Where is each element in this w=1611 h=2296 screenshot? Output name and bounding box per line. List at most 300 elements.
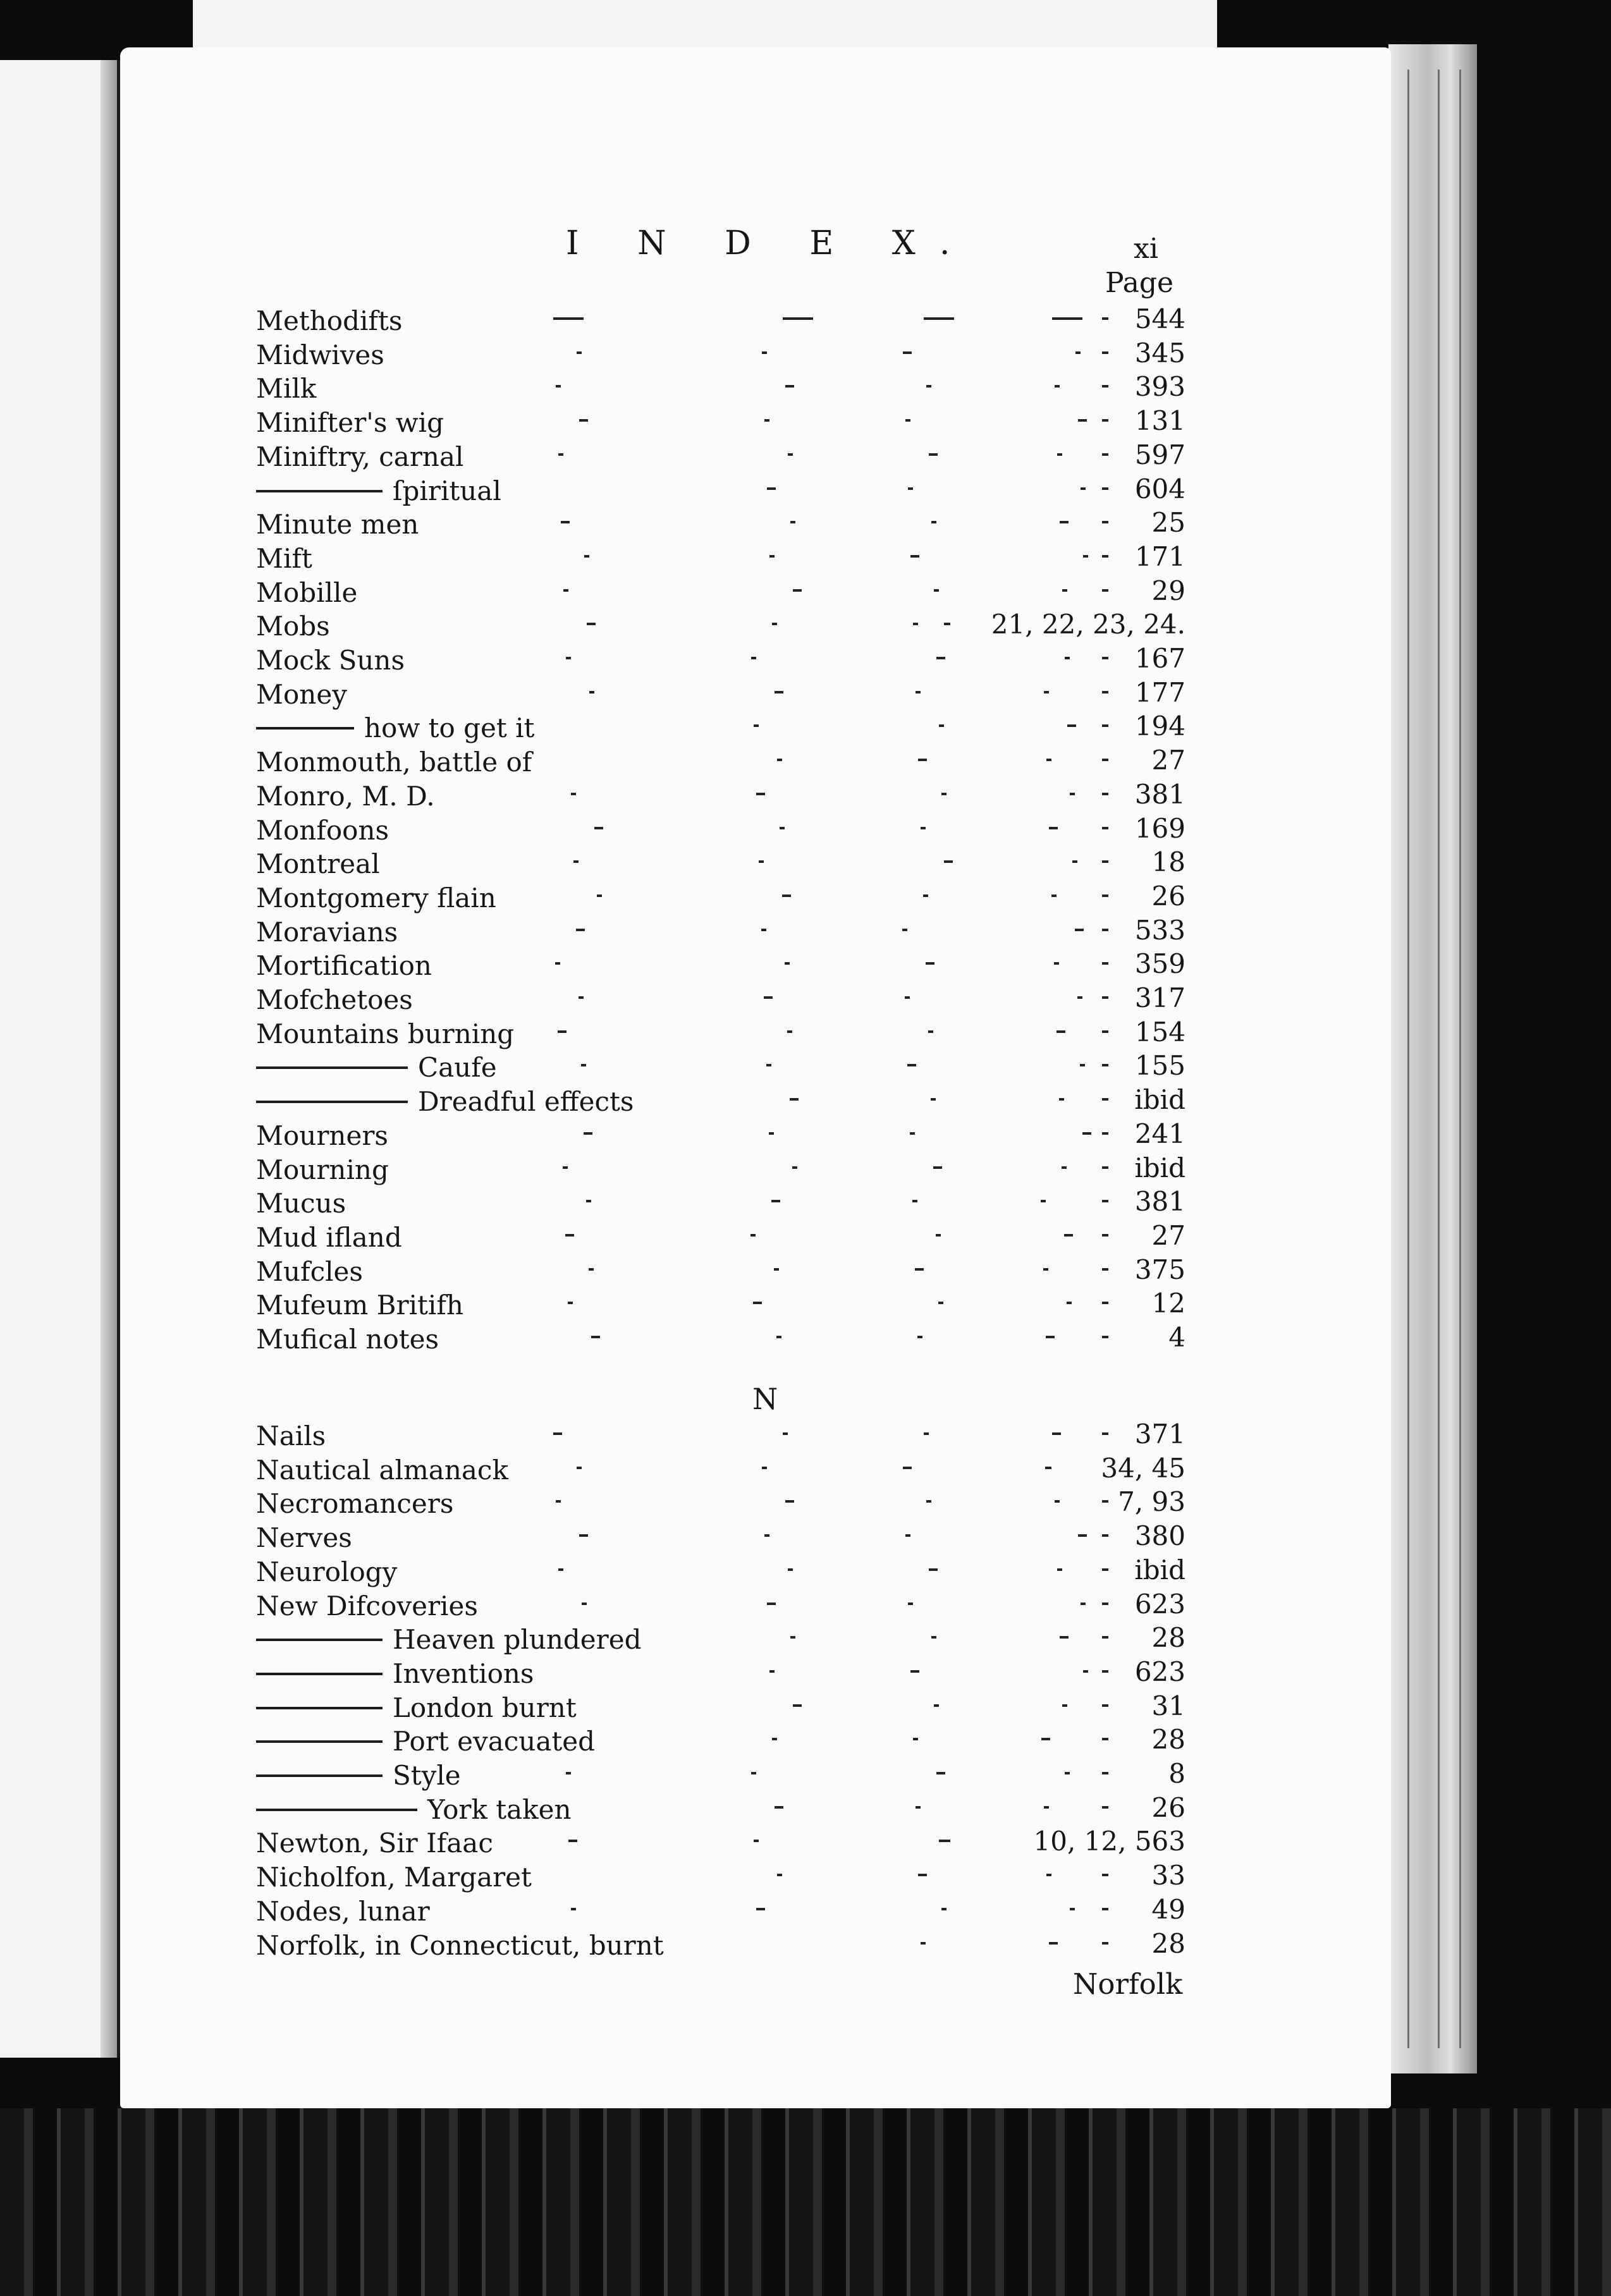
entry-term: Mock Suns xyxy=(256,645,405,676)
leader-dash xyxy=(944,860,953,863)
index-entry xyxy=(256,1893,1185,1927)
leader-dash xyxy=(556,385,561,388)
leader-dash xyxy=(790,521,795,523)
entry-pages: 155 xyxy=(1134,1050,1185,1082)
entry-term: Mortification xyxy=(256,950,432,982)
entry-term: Mufeum Britifh xyxy=(256,1290,463,1321)
entry-term: Monro, M. D. xyxy=(256,780,435,812)
leader-dash xyxy=(597,895,602,897)
leader-dash xyxy=(910,1670,919,1673)
entry-pages: 27 xyxy=(1151,745,1185,776)
leader-dash xyxy=(1062,1166,1067,1169)
entry-term: Mift xyxy=(256,542,312,574)
entry-term: Heaven plundered xyxy=(393,1624,642,1656)
leader-dash xyxy=(1102,657,1108,659)
index-entry xyxy=(256,913,1185,948)
leader-dash xyxy=(944,623,950,625)
entry-pages: 623 xyxy=(1134,1656,1185,1687)
leader-dash xyxy=(903,351,912,354)
entry-pages: 317 xyxy=(1134,982,1185,1013)
entry-term: New Difcoveries xyxy=(256,1590,478,1621)
leader-dash xyxy=(790,1636,795,1639)
page-folio: xi xyxy=(1134,233,1158,265)
leader-dash xyxy=(1060,521,1069,523)
leader-dash xyxy=(776,1336,781,1338)
leader-dash xyxy=(1046,759,1051,761)
leader-dash xyxy=(903,1467,912,1469)
leader-dash xyxy=(1054,962,1059,965)
entry-pages: ibid xyxy=(1134,1152,1185,1183)
leader-dash xyxy=(1102,351,1108,354)
leader-dash xyxy=(553,1432,562,1435)
leader-dash xyxy=(555,962,560,965)
entry-pages: 177 xyxy=(1134,676,1185,708)
index-entry xyxy=(256,812,1185,846)
leader-dash xyxy=(1055,385,1060,388)
entry-term: Nodes, lunar xyxy=(256,1895,430,1927)
leader-dash xyxy=(1102,1704,1108,1707)
leader-dash xyxy=(1070,1908,1075,1910)
index-entry xyxy=(256,1723,1185,1757)
leader-dash xyxy=(1102,419,1108,422)
entry-term: Nautical almanack xyxy=(256,1454,508,1486)
leader-dash xyxy=(782,895,791,897)
index-entry xyxy=(256,540,1185,574)
leader-dash xyxy=(923,895,928,897)
leader-dash xyxy=(1075,929,1084,931)
index-entry xyxy=(256,608,1185,642)
leader-dash xyxy=(1078,419,1087,422)
leader-dash xyxy=(1046,1336,1055,1338)
leader-dash xyxy=(1049,827,1058,829)
entry-pages: 533 xyxy=(1134,914,1185,946)
ditto-rule xyxy=(256,1066,408,1069)
leader-dash xyxy=(905,419,910,422)
index-entry xyxy=(256,472,1185,506)
leader-dash xyxy=(1102,1064,1108,1066)
leader-dash xyxy=(1102,759,1108,761)
leader-dash xyxy=(1102,1806,1108,1809)
leader-dash xyxy=(774,1268,779,1271)
leader-dash xyxy=(785,962,790,965)
leader-dash xyxy=(563,589,568,592)
leader-dash xyxy=(931,521,936,523)
leader-dash xyxy=(750,1234,756,1237)
leader-dash xyxy=(902,929,907,931)
leader-dash xyxy=(934,1704,939,1707)
entry-pages: ibid xyxy=(1134,1554,1185,1585)
entry-term: Mufical notes xyxy=(256,1324,439,1355)
leader-dash xyxy=(769,1132,774,1135)
entry-pages: 49 xyxy=(1151,1893,1185,1925)
leader-dash xyxy=(1072,860,1077,863)
leader-dash xyxy=(936,657,945,659)
leader-dash xyxy=(556,1500,561,1503)
leader-dash xyxy=(762,351,767,354)
entry-term: how to get it xyxy=(364,712,535,744)
leader-dash xyxy=(1102,962,1108,965)
leader-dash xyxy=(1102,724,1108,727)
ditto-rule xyxy=(256,490,383,492)
leader-dash xyxy=(584,1132,592,1135)
leader-dash xyxy=(936,1772,945,1774)
leader-dash xyxy=(775,1806,783,1809)
entry-pages: 28 xyxy=(1151,1622,1185,1654)
leader-dash xyxy=(1102,860,1108,863)
index-entry xyxy=(256,1927,1185,1961)
leader-dash xyxy=(1102,1432,1108,1435)
leader-dash xyxy=(910,1132,915,1135)
leader-dash xyxy=(753,1302,762,1304)
leader-dash xyxy=(913,1738,918,1740)
leader-dash xyxy=(581,1064,586,1066)
leader-dash xyxy=(1102,453,1108,456)
index-entry xyxy=(256,1185,1185,1219)
leader-dash xyxy=(1102,1636,1108,1639)
leader-dash xyxy=(908,1603,913,1605)
leader-dash xyxy=(769,555,775,558)
leader-dash xyxy=(1102,1670,1108,1673)
leader-dash xyxy=(558,1568,563,1571)
leader-dash xyxy=(775,691,783,693)
entry-term: Nails xyxy=(256,1420,326,1451)
entry-pages: 8 xyxy=(1168,1758,1185,1789)
index-entry xyxy=(256,404,1185,438)
leader-dash xyxy=(1052,317,1082,320)
entry-term: Mobs xyxy=(256,611,330,642)
index-entry xyxy=(256,676,1185,710)
leader-dash xyxy=(762,1467,767,1469)
leader-dash xyxy=(756,793,765,795)
leader-dash xyxy=(761,929,766,931)
leader-dash xyxy=(1070,793,1075,795)
leader-dash xyxy=(788,1568,793,1571)
leader-dash xyxy=(577,1467,582,1469)
leader-dash xyxy=(571,1908,576,1910)
leader-dash xyxy=(1102,895,1108,897)
index-entry xyxy=(256,1485,1185,1519)
leader-dash xyxy=(589,1268,594,1271)
entry-pages: 169 xyxy=(1134,812,1185,844)
entry-pages: 28 xyxy=(1151,1927,1185,1959)
entry-term: Money xyxy=(256,678,347,710)
leader-dash xyxy=(905,996,910,999)
leader-dash xyxy=(772,1738,777,1740)
entry-pages: 171 xyxy=(1134,540,1185,572)
leader-dash xyxy=(1044,691,1049,693)
leader-dash xyxy=(573,860,579,863)
entry-term: Mufcles xyxy=(256,1255,363,1287)
ditto-rule xyxy=(256,1639,383,1641)
index-entry xyxy=(256,1451,1185,1486)
leader-dash xyxy=(926,385,931,388)
entry-pages: 18 xyxy=(1151,846,1185,878)
leader-dash xyxy=(577,351,582,354)
index-entry xyxy=(256,506,1185,540)
leader-dash xyxy=(582,1603,587,1605)
leader-dash xyxy=(764,419,769,422)
leader-dash xyxy=(1060,1636,1069,1639)
index-entry xyxy=(256,879,1185,913)
entry-term: Moravians xyxy=(256,916,398,948)
leader-dash xyxy=(1102,1166,1108,1169)
entry-pages: 7, 93 xyxy=(1118,1486,1185,1518)
leader-dash xyxy=(587,623,596,625)
entry-pages: 167 xyxy=(1134,643,1185,674)
leader-dash xyxy=(568,1302,573,1304)
index-entry xyxy=(256,1015,1185,1049)
entry-term: Mourners xyxy=(256,1120,388,1151)
entry-term: Mountains burning xyxy=(256,1018,515,1049)
leader-dash xyxy=(766,1064,771,1066)
leader-dash xyxy=(907,1064,916,1066)
leader-dash xyxy=(1041,1200,1046,1202)
leader-dash xyxy=(1102,1568,1108,1571)
index-entry xyxy=(256,981,1185,1015)
leader-dash xyxy=(1102,1942,1108,1945)
leader-dash xyxy=(1102,317,1108,320)
leader-dash xyxy=(783,317,813,320)
leader-dash xyxy=(1057,453,1062,456)
leader-dash xyxy=(926,962,934,965)
entry-term: Necromancers xyxy=(256,1488,454,1520)
leader-dash xyxy=(1102,1772,1108,1774)
leader-dash xyxy=(918,759,927,761)
entry-pages: 26 xyxy=(1151,1792,1185,1823)
leader-dash xyxy=(1102,589,1108,592)
entry-pages: 26 xyxy=(1151,880,1185,912)
index-entry xyxy=(256,778,1185,812)
leader-dash xyxy=(1067,1302,1072,1304)
index-entry xyxy=(256,1286,1185,1321)
leader-dash xyxy=(905,1534,910,1537)
entry-pages: 381 xyxy=(1134,1186,1185,1218)
index-entry xyxy=(256,947,1185,981)
entry-pages: 27 xyxy=(1151,1219,1185,1251)
leader-dash xyxy=(1102,1874,1108,1876)
index-entry xyxy=(256,1519,1185,1553)
leader-dash xyxy=(913,623,918,625)
leader-dash xyxy=(1102,1908,1108,1910)
leader-dash xyxy=(1062,589,1067,592)
leader-dash xyxy=(1062,1704,1067,1707)
leader-dash xyxy=(1102,1234,1108,1237)
leader-dash xyxy=(1102,487,1108,490)
entry-term: Mofchetoes xyxy=(256,984,413,1015)
index-entry xyxy=(256,1621,1185,1655)
leader-dash xyxy=(767,487,776,490)
entry-pages: 359 xyxy=(1134,948,1185,980)
leader-dash xyxy=(754,1840,759,1842)
catchword: Norfolk xyxy=(1073,1967,1183,2001)
entry-term: Nicholfon, Margaret xyxy=(256,1862,532,1893)
leader-dash xyxy=(566,657,571,659)
leader-dash xyxy=(921,827,926,829)
leader-dash xyxy=(576,929,585,931)
entry-pages: 29 xyxy=(1151,575,1185,606)
entry-pages: 154 xyxy=(1134,1016,1185,1047)
leader-dash xyxy=(1065,1772,1070,1774)
leader-dash xyxy=(1102,691,1108,693)
leader-dash xyxy=(764,1534,769,1537)
leader-dash xyxy=(1051,895,1057,897)
leader-dash xyxy=(1052,1432,1061,1435)
leader-dash xyxy=(586,1200,591,1202)
index-entry xyxy=(256,1859,1185,1893)
leader-dash xyxy=(1083,1670,1088,1673)
leader-dash xyxy=(777,1874,782,1876)
index-entry xyxy=(256,1083,1185,1117)
entry-pages: 371 xyxy=(1134,1419,1185,1450)
ditto-rule xyxy=(256,1101,408,1103)
leader-dash xyxy=(589,691,594,693)
leader-dash xyxy=(1075,351,1081,354)
leader-dash xyxy=(759,860,764,863)
leader-dash xyxy=(558,453,563,456)
leader-dash xyxy=(751,1772,756,1774)
leader-dash xyxy=(1102,555,1108,558)
leader-dash xyxy=(1078,1534,1087,1537)
leader-dash xyxy=(915,1268,924,1271)
leader-dash xyxy=(929,453,938,456)
leader-dash xyxy=(1083,555,1088,558)
leader-dash xyxy=(1102,793,1108,795)
leader-dash xyxy=(934,589,939,592)
entry-term: Style xyxy=(393,1760,461,1791)
leader-dash xyxy=(1102,1336,1108,1338)
index-entry xyxy=(256,642,1185,676)
leader-dash xyxy=(924,317,954,320)
leader-dash xyxy=(1045,1467,1051,1469)
leader-dash xyxy=(771,1200,780,1202)
entry-term: Neurology xyxy=(256,1556,398,1587)
leader-dash xyxy=(579,419,588,422)
entry-term: Montgomery flain xyxy=(256,882,496,913)
leader-dash xyxy=(793,589,802,592)
entry-pages: 10, 12, 563 xyxy=(1033,1826,1185,1857)
leader-dash xyxy=(1077,996,1082,999)
leader-dash xyxy=(1102,1268,1108,1271)
index-entry xyxy=(256,1417,1185,1451)
leader-dash xyxy=(1082,1132,1091,1135)
entry-term: Mucus xyxy=(256,1188,346,1219)
index-entry xyxy=(256,743,1185,778)
leader-dash xyxy=(1102,1534,1108,1537)
leader-dash xyxy=(933,1166,942,1169)
entry-term: Mobille xyxy=(256,577,358,608)
entry-pages: 375 xyxy=(1134,1254,1185,1285)
leader-dash xyxy=(910,555,919,558)
leader-dash xyxy=(924,1432,929,1435)
entry-term: Norfolk, in Connecticut, burnt xyxy=(256,1929,664,1961)
entry-pages: 604 xyxy=(1134,473,1185,504)
leader-dash xyxy=(553,317,584,320)
index-entry xyxy=(256,1117,1185,1151)
leader-dash xyxy=(1102,521,1108,523)
leader-dash xyxy=(1041,1738,1050,1740)
index-entry xyxy=(256,709,1185,743)
index-entry xyxy=(256,1587,1185,1621)
entry-term: Mourning xyxy=(256,1154,389,1185)
page-column-label: Page xyxy=(1105,267,1174,299)
entry-term: Caufe xyxy=(418,1052,497,1084)
leader-dash xyxy=(1102,1302,1108,1304)
leader-dash xyxy=(584,555,589,558)
entry-pages: 194 xyxy=(1134,711,1185,742)
entry-term: Minute men xyxy=(256,509,419,540)
leader-dash xyxy=(1102,827,1108,829)
leader-dash xyxy=(756,1908,765,1910)
index-entry xyxy=(256,1824,1185,1859)
entry-pages: ibid xyxy=(1134,1084,1185,1116)
entry-term: Midwives xyxy=(256,339,384,370)
entry-pages: 4 xyxy=(1168,1322,1185,1353)
entry-term: Inventions xyxy=(393,1658,534,1689)
leader-dash xyxy=(751,657,756,659)
entry-term: Milk xyxy=(256,373,317,405)
leader-dash xyxy=(780,827,785,829)
ditto-rule xyxy=(256,1740,383,1743)
leader-dash xyxy=(936,1234,941,1237)
leader-dash xyxy=(772,623,777,625)
leader-dash xyxy=(921,1942,926,1945)
leader-dash xyxy=(565,1234,574,1237)
leader-dash xyxy=(1055,1500,1060,1503)
leader-dash xyxy=(792,1166,797,1169)
leader-dash xyxy=(916,691,921,693)
leader-dash xyxy=(938,1302,943,1304)
entry-term: Nerves xyxy=(256,1522,352,1554)
entry-pages: 12 xyxy=(1151,1288,1185,1319)
leader-dash xyxy=(1043,1268,1048,1271)
entry-term: York taken xyxy=(427,1793,572,1825)
ditto-rule xyxy=(256,1809,417,1811)
leader-dash xyxy=(931,1098,936,1101)
leader-dash xyxy=(787,1030,792,1033)
index-entry xyxy=(256,1553,1185,1587)
leader-dash xyxy=(939,1840,944,1842)
leader-dash xyxy=(594,827,603,829)
leader-dash xyxy=(1059,1098,1064,1101)
leader-dash xyxy=(1102,1738,1108,1740)
index-entry xyxy=(256,1253,1185,1287)
leader-dash xyxy=(1102,385,1108,388)
entry-pages: 31 xyxy=(1151,1690,1185,1721)
leader-dash xyxy=(591,1336,600,1338)
entry-pages: 25 xyxy=(1151,507,1185,539)
entry-pages: 21, 22, 23, 24. xyxy=(991,609,1185,640)
index-entry xyxy=(256,845,1185,879)
leader-dash xyxy=(1102,1200,1108,1202)
leader-dash xyxy=(917,1336,922,1338)
leader-dash xyxy=(566,1772,571,1774)
leader-dash xyxy=(941,1908,946,1910)
index-entry xyxy=(256,1321,1185,1355)
index-entry xyxy=(256,574,1185,608)
leader-dash xyxy=(769,1670,775,1673)
leader-dash xyxy=(1102,1098,1108,1101)
leader-dash xyxy=(579,1534,588,1537)
leader-dash xyxy=(1102,1132,1108,1135)
entry-pages: 544 xyxy=(1134,303,1185,334)
entry-term: ſpiritual xyxy=(393,475,501,506)
entry-term: London burnt xyxy=(393,1692,577,1723)
entry-pages: 34, 45 xyxy=(1101,1452,1185,1484)
leader-dash xyxy=(1102,1603,1108,1605)
entry-pages: 33 xyxy=(1151,1860,1185,1891)
leader-dash xyxy=(908,487,913,490)
leader-dash xyxy=(785,385,794,388)
